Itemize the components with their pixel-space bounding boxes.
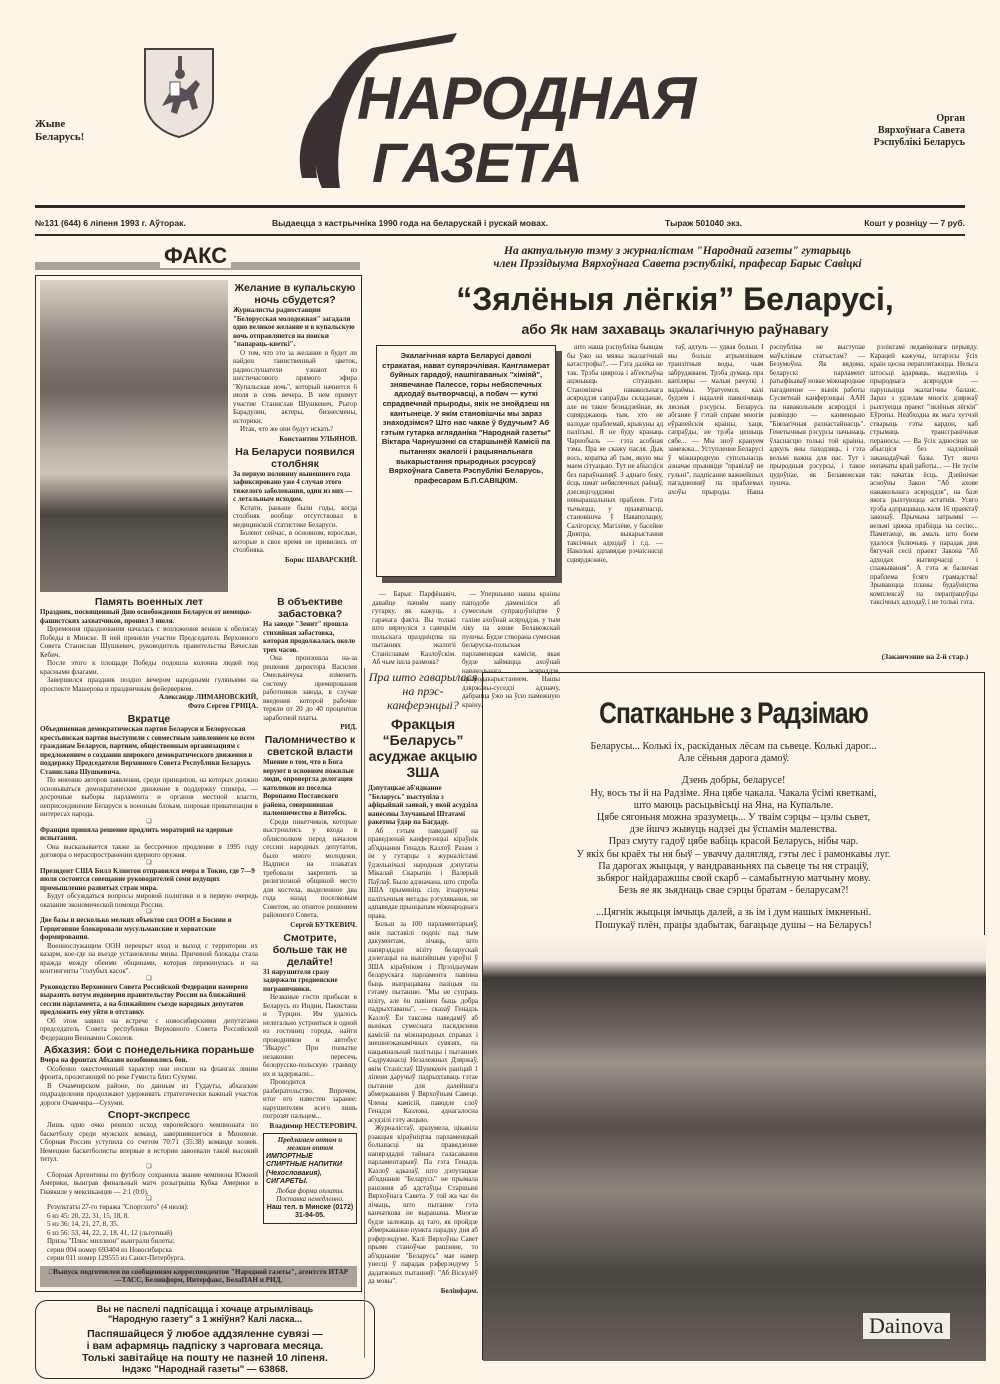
- separator-icon: ❑: [146, 1163, 152, 1170]
- article-title: В объективе забастовка?: [277, 596, 343, 620]
- main-subhead: або Як нам захаваць экалагічную раўнавагу: [521, 321, 829, 337]
- column-divider: [364, 668, 365, 1358]
- press-headline: Фракцыя “Беларусь” асуджае акцыю ЗША: [368, 716, 478, 780]
- homeland-box: [482, 672, 985, 1360]
- fax-section: [35, 275, 377, 1379]
- article-title: Смотрите, больше так не делайте!: [272, 931, 348, 968]
- article-title: Память военных лет: [94, 596, 204, 608]
- info-rule: [35, 234, 965, 236]
- article-title: На Беларуси появился столбняк: [235, 445, 355, 470]
- coat-of-arms-pahonia: [142, 46, 216, 138]
- ad-box: Предлагаем оптом и мелким оптом ИМПОРТНЫЕ СПИРТНЫЕ НАПИТКИ (Чехословакия), СИГАРЕТЫ. Любая форма оплаты. Поставка немедленно. Наш тел. в Минске (0172) 31-94-05.: [263, 1133, 357, 1224]
- main-col-5: рэліктамі ледавіковага перыяду. Карацей кажучы, інтарэсы ўсіх краін цесна пераплятаюцца. Нельга штосьці адарваць, выдзеліць з прыроднага асяроддзя — парушыцца экалагічны баланс. Зараз з удзелам многіх дзяржаў рыхтуецца праект "зялёныя лёгкія" Еўропы. Неабходна як мага хутчэй стварыць гэты кардон, каб стрымаць трансгранічныя пераносы. — Ва ўсіх адносінах не абысціся без надзейнай заканадаўчай базы. Тут яшчэ непачаты край работы... — Не зусім так: пачатак ёсць. Дзейнічае асноўны Закон "Аб ахове навакольнага асяроддзя", на базе якога рыхтуюцца астатнія. Усяго трэба адпрацаваць каля 16 праектаў законаў. Прычына затрымкі — вельмі цяжка прабіцца на сесію... Памятаеце, як амаль што боем удалося ўключыць у парадак дня бягучай сесіі праект Закона "Аб адходах вытворчасці і спажывання". А гэта ж балючая праблема ўсяго грамадства! Зрываюцца планы будаўніцтва комплексаў па перапрацоўцы таксічных адходаў, і не толькі гэта.: [870, 343, 978, 606]
- homeland-title: Спатканьне з Радзімаю: [599, 697, 868, 730]
- newspaper-title-logo: НАРОДНАЯ ГАЗЕТА: [262, 28, 702, 193]
- landscape-photo: [483, 935, 986, 1361]
- main-headline: “Зялёныя лёгкія” Беларусі,: [456, 281, 894, 317]
- continued-note: (Заканчэнне на 2-й стар.): [881, 652, 969, 661]
- press-kicker: Пра што гаварылася на прэс-канферэнцыі?: [368, 670, 478, 712]
- article-title: Желание в купальскую ночь сбудется?: [234, 282, 356, 306]
- author: Константин УЛЬЯНОВ.: [279, 434, 357, 443]
- masthead-rule: [35, 205, 965, 208]
- main-col-2: — Упершыню нашы краіны паподобе даменіліся аб сумесным супрацоўніцтве ў галіне ахоўнай асяроддзя, у тым ліку па ахове Белавежскай пушчы. Будзе створана сумесная беларуска-польская парламенцкая камісія, якая будзе займацца ахоўнай навакольнага асяроддзя, прыродакарыстаннем. Нашы дзяржавы-суседзі адзначу, дабрацца ўжо на ўсю памежную краіну.: [462, 590, 560, 709]
- article-title: Спорт-экспресс: [107, 1109, 191, 1121]
- article-lead: Журналисты радиостанции "Белорусская молодежная" загадали одно великое желание и в купальскую ночь отправляются на поиски "папараць-кветкі".: [233, 306, 355, 348]
- circulation: Тыраж 501040 экз.: [665, 218, 742, 228]
- homeland-poem: Беларусы... Колькі іх, раскіданых лёсам па сьвеце. Колькі дарог... Але сёньня дарога дамоў. Дзень добры, беларусе! Ну, вось ты й на Радзіме. Яна цябе чакала. Чакала ўсімі кветкамі, што маюць расьцьвісьці на Яна, на Купальле. Цябе сягоньня можна зразумець... У тваім сэрцы – цэлы сьвет, дзе йшчэ жывуць надзеі ды ўспамін маленства. Праз смуту гадоў цябе вабіць красой Беларусь, нібы чар. У якіх бы краёх ты ня быў – уваччу далягляд, гэты лес і рамонкавы луг. Па дарогах жыцьця, у вандраваньнях па сьвеце ты ня страціў, зьбярог найдаражшы свой скарб – самабытную матчыну мову. Безь яе як зьяднаць свае сэрцы братам - беларусам?! ...Цягнік жыцьця імчыць далей, а зь ім і дум нашых імкненьні. Пошукаў плён, працы здабытак, багацьце душы – на Беларусь!: [576, 741, 891, 931]
- main-col-1: — Барыс Парфёнавіч, давайце пачнём нашу гутарку, як кажуць, з гарачага факта. Вы толькі што вярнуліся з савецкім польскага праздніцтва па пытаннях экалогіі Станіславам Казлоўскім. Аб чым ішла размова?: [372, 590, 456, 666]
- published-info: Выдаецца з кастрычніка 1990 года на беларускай і рускай мовах.: [272, 218, 548, 228]
- fax-footer: □Выпуск подготовлен по сообщениям корреспондентов "Народной газеты", агентств ИТАР—ТАСС, Белинформ, Интерфакс, БелаПАН и РИД.: [40, 1266, 357, 1287]
- issue-info: №131 (644) 6 ліпеня 1993 г. Аўторак.: [35, 218, 186, 228]
- organ-label: Орган Вярхоўнага Савета Рэспублікі Беларусь: [873, 113, 965, 148]
- main-kicker: На актуальную тэму з журналістам "Народнай газеты" гутарыць член Прэзідыума Вярхоўнага Савета рэспублікі, прафесар Барыс Савіцкі: [493, 245, 862, 270]
- article-title: Вкратце: [127, 713, 171, 725]
- separator-icon: ❑: [146, 975, 152, 982]
- main-lead-box: Экалагічная карта Беларусі даволі стракатая, нават супярэчлівая. Кангламерат буйных гарадоў, нашпігаваных "хіміяй", знявечанае Палессе, горы небяспечных адходаў вытворчасці, а побач — куткі спрадвечнай прыроды, якіх не знойдзеш на кантынеце. У якім становішчы мы зараз знаходзімся? Што нас чакае ў будучым? Аб гэтым гутарка агляданіка "Народнай газеты" Віктара Чарнушэнкі са старшынёй Камісіі па пытаннях экалогіі і рацыянальнага выкарыстання прыродных рэсурсаў Вярхоўнага Савета Рэспублікі Беларусь, прафесарам Б.П.САВІЦКІМ.: [376, 345, 556, 577]
- separator-icon: ❑: [146, 909, 152, 915]
- press-article: Пра што гаварылася на прэс-канферэнцыі? Фракцыя “Беларусь” асуджае акцыю ЗША Дэпутацкае аб'яднанне "Беларусь" выступіла з афіцыйнай заявай, у якой асудзіла нанесены Злучанымі Штатамі ракетны ўдар па Багдаду. Аб гэтым паведаміў на праведзенай канферэнцыі кіраўнік аб'яднання Генадзь Казлоў. Разам з ім у гутарцы з журналістамі ўдзельнічалі народныя дэпутаты Мікалай Скарыпін і Валерый Паўлаў. Было адзначана, што спроба ЗША прымяніць сілу, ігнаруючы палітычныя метады рэгулявання, не адпавядае прынцыпам міжнароднага права. Больш за 100 парламентарыяў, якія паставілі подпіс пад тым дакументам, лічаць, што напярэдадні візіту беларускай дэлегацыі на вышэйшым узроўні ў ЗША кіраўніком і Прэзідыумам беларускага парламента павінна быць выпрацавана пазіцыя па гэтаму пытанню. "Мы не супраць візіту, але ён павінен быць добра падрыхтаваны", — сказаў Генадзь Казлоў. Ён таксама паведаміў аб выніках сумеснага пасяджэння камісій па міжнародных справах і знешнеэканамічных сувязях, па нацыянальнай палітыцы і пытаннях Садружнасці Незалежных Дзяржаў, якім Станіслаў Шушкевіч раніцай 1 ліпеня даручыў падрыхтаваць гэтае пытанне для далейшага абмеркавання ў Вярхоўным Савеце. Члены камісій, паводле слоў Генадзя Казлова, аднагалосна асудзілі гэту акцыю. Журналістаў, зразумела, цікавіла рэакцыя кіраўніцтва парламенцкай большасці на правядзенне напярэдадні тайнага галасавання парламентарыяў. Па гэта Генадзь Казлоў адказаў, што дэпутацкае аб'яднанне "Беларусь" не прымала рашэння аб адстаўцы Старшыні Вярхоўнага Савета. У той жа час ён лічыць, што пытанне гэта канчаткова не вырашана. Многае будзе залежаць ад таго, як пройдзе абмеркаванне пункта парадку дня аб рэферэндуме. Калі Вярхоўны Савет прыме станоўчае рашэнне, то аб'яднанне "Беларусь" мае намер унесці ў парадак рэферэндуму 5 дадатковых пытанняў: "Аб Віскулёў да мовы". Белінфарм.: [368, 670, 478, 1295]
- dainova-logo: Dainova: [863, 1313, 950, 1339]
- article-title: Абхазия: бои с понедельника пораньше: [43, 1044, 255, 1056]
- lotto-results: Результаты 27-го тиража "Спортлото" (4 июля): 6 из 45: 20, 22, 31, 15, 18, 8. 5 из 36: 14, 21, 27, 8, 35. 6 из 56: 53, 44, 22, 2, 18, 41, 12 (льготный) Призы "Плюс миллион" выиграли билеты: серии 004 номер 693404 из Новосибирска серии 011 номер 129555 из Санкт-Петербурга.: [47, 1203, 189, 1262]
- fax-left-column: Память военных лет Праздник, посвященный Дню освобождения Беларуси от немецко-фашистских захватчиков, прошел 3 июля. Церемония празднования началась с возложения венков к обелиску Победы в Минске. В ней приняли участие Председатель Верховного Совета Станислав Шушкевич, руководитель правительства Вячеслав Кебич. После этого к площади Победы подошла колонна людей под красными флагами. Завершился праздник поздно вечером народными гуляньями на проспекте Машерова и праздничным фейерверком. Александр ЛИМАНОВСКИЙ, Фото Сергея ГРИЦА. Вкратце Объединенная демократическая партия Беларуси и Белорусская крестьянская партия выступили с совместным заявлением ко всем гражданам Беларуси, партиям, общественным организациям с предложением о создании широкого демократического движения в поддержку Председателя Верховного Совета Республики Беларусь Станислава Шушкевича. По мнению авторов заявления, среди принципов, на которых должно основываться демократическое движение в поддержку спикера, — досрочные выборы парламента и органов местной власти, неприсоединение Беларуси к военным блокам, широкая приватизация в интересах народа. ❑ Франция приняла решение продлить мораторий на ядерные испытания. Она высказывается также за бессрочное продление в 1995 году договора о нераспространении ядерного оружия. ❑ Президент США Билл Клинтон отправился вчера в Токио, где 7—9 июля состоится совещание руководителей семи ведущих промышленно развитых стран мира. Будут обсуждаться вопросы мировой политики и в первую очередь оказание экономической помощи России. ❑ Две базы и несколько мелких объектов сил ООН в Боснии и Герцеговине блокировали мусульманские и хорватские формирования. Военнослужащим ООН перекрыт вход и выход с территории их казарм, кое-где на въезде установлены мины. Причиной блокады стала вражда между обеими общинами, которая перекинулась и на контингенты "голубых касок". ❑ Руководство Верховного Совета Российской Федерации намерено выразить вотум недоверия правительству России на ближайшей сессии парламента, а на ближайшем съезде народных депутатов предложить ему уйти в отставку. Об этом заявил на встрече с новосибирскими депутатами председатель Совета республики Верховного Совета Российской Федерации Вениамин Соколов. Абхазия: бои с понедельника пораньше Вчера на фронтах Абхазии возобновились бои. Особенно ожесточенный характер они носили на флангах линии фронта, пролегающей по реке Гумиста близ Сухуми. В Очамчирском районе, по данным из Гудауты, абхазские подразделения продолжают удерживать стратегически важный участок дороги Очамчира—Сухуми. Спорт-экспресс Лишь одно очко решило исход европейского чемпионата по баскетболу среди мужских команд, завершившегося в Мюнхене. Сборная России уступила со счетом 70:71 (35:38) команде хозяев. Немецкие баскетболисты впервые в истории завоевали такой высокий титул. ❑ Сборная Аргентины по футболу сохранила звание чемпиона Южной Америки, выиграв финальный матч розыгрыша Кубка Америки в Гваякиле у мексиканцев — 2:1 (0:0). ❑ Результаты 27-го тиража "Спортлото" (4 июля): 6 из 45: 20, 22, 31, 15, 18, 8. 5 из 36: 14, 21, 27, 8, 35. 6 из 56: 53, 44, 22, 2, 18, 41, 12 (льготный) Призы "Плюс миллион" выиграли билеты: серии 004 номер 693404 из Новосибирска серии 011 номер 129555 из Санкт-Петербурга.: [40, 596, 258, 1262]
- motto: Жыве Беларусь!: [35, 118, 85, 143]
- subscription-box: Вы не паспелі падпісацца і хочаце атрымліваць "Народную газету" з 1 жніўня? Калі ласка... Паспяшайцеся ў любое аддзяленне сувязі — і вам афармяць падпіску з чарговага месяца. Толькі завітайце на пошту не пазней 10 ліпеня. Індэкс "Народнай газеты" — 63868.: [35, 1300, 375, 1380]
- separator-icon: ❑: [146, 1196, 152, 1202]
- separator-icon: ❑: [146, 859, 152, 866]
- fax-box: [35, 275, 362, 1292]
- photo-victory-day: [40, 280, 228, 592]
- fax-right-top-column: Желание в купальскую ночь сбудется? Журналисты радиостанции "Белорусская молодежная" загадали одно великое желание и в купальскую ночь отправляются на поиски "папараць-кветкі". О том, что это за желание и будет ли найден таинственный цветок, радиослушатели узнают из шестичасового прямого эфира "Купальская ночь", который начнется 6 июля в семь вечера. В нем примут участие Станислав Шушкевич, Рыгор Барадулин, актеры, бизнесмены, историки. Итак, что же они будут искать? Константин УЛЬЯНОВ. На Беларуси появился столбняк За первую половину нынешнего года зафиксировано уже 4 случая этого тяжелого заболевания, один из них — с летальным исходом. Кстати, раньше были годы, когда столбняк вообще отсутствовал в медицинской статистике Беларуси. Болеют сейчас, в основном, взрослые, которые в свое время не привились от столбняка. Борис ШАВАРСКИЙ.: [233, 282, 357, 564]
- article-title: Паломничество к светской власти: [264, 734, 356, 758]
- main-col-3: што наша рэспубліка бывцам бы ўжо на мяжы экалагічнай катастрофы?.. — Гэта далёка не так. Трэба цвяроза і аб'ектыўна ацэньваць сітуацыю. Становішча навакольнага асяроддзя сапраўды складанае, але не такое безнадзейнае, як сцвярджаюць тыя, хто не валодае праблемай, крыкуны ад палітыкі. Я не буду кранаць Чарнобыль — гэта асобная тэма. Пра яе скажу пасля. Дык вось, коратка аб тым, якую мы маем сітуацыю. Тут не абысціся без параўнанняў. З аднаго боку, ёсць шмат небяспечных раёнаў, дзесяцігоддзямі невырашальных праблем. Гэта тычыцца, у прыватнасці, становішча ў Наваполацку, Салігорску, Магілёве, у басейне Дняпра, выкарыстання таксічных адходаў і г.д. — Наколькі адпавядае рэчаіснасці сцвярджэнне,: [567, 343, 663, 564]
- fax-header: ФАКС: [160, 244, 231, 268]
- fax-right-bottom-column: В объективе забастовка? На заводе "Зенит" прошла стихийная забастовка, которая продолжалась около трех часов. Она произошла на-за решения директора Василия Омельянчука изменить систему премирования работников завода, в случае введения которой рабочие теряли от 20 до 40 процентов заработной платы. РИД. Паломничество к светской власти Мнение о том, что в Бога веруют в основном пожилые люди, опровергла делегация католиков из поселка Воропаево Поставского района, совершившая паломничество в Витебск. Среди пикетчиков, которые выстроились у входа в облисполком перед началом сессии народных депутатов, было много молодежи. Надписи на плакатах требовали закрепить за религиозной общиной место для костела, выделенное два года назад поселковым Советом, но отнятое решением районного Совета. Сергей БУТКЕВИЧ. Смотрите, больше так не делайте! 31 нарушителя сразу задержали гродненские пограничники. Незваные гости прибыли в Беларусь из Индии, Пакистана и Турции. Им удалось нелегально устроиться в одной из гостиниц города, найти проводников и автобус "Икарус". При попытке незаконно пересечь белорусско-польскую границу их и задержали... Проводится разбирательство. Впрочем, итог его известен заранее: нарушителям всего лишь погрозят пальцем... Владимир НЕСТЕРОВИЧ. Предлагаем оптом и мелким оптом ИМПОРТНЫЕ СПИРТНЫЕ НАПИТКИ (Чехословакия), СИГАРЕТЫ. Любая форма оплаты. Поставка немедленно. Наш тел. в Минске (0172) 31-94-05.: [263, 594, 357, 1263]
- price: Кошт у розніцу — 7 руб.: [864, 218, 965, 228]
- author: Белінфарм.: [440, 1286, 478, 1295]
- separator-icon: ❑: [146, 818, 152, 825]
- main-col-4: таў, адтуль — удвая больш. І мы больш атрымліваем транзітныя воды, чым забруджваем. Трэба думаць пра капіляры — малыя рачулкі і вадаёмы. Уратуемся, калі будзем і надалей павялічваць лясныя рэсурсы. Беларусь абганяе ў гэтай справе многія еўрапейскія краіны, хаця, сапраўды, не трэба цешыць сябе... — Мы зноў крануем замежжа... Уступленне Беларусі ў міжнародную супольнасць азначае прыняцце "правілаў не гульні", падпісанне важнейшых пагадненняў па праблемах ахоўы прыроды. Наша рэспубліка не выступае маўклівым статыстам? — Безумоўна. Як вядома, беларускі парламент ратыфікаваў новае міжнароднае пагадненне — вынік работы Сусветнай канферэнцыі ААН па навакольным асяроддзі і развіццю — канвенцыю "Біялагічная разнастайнасць". Генетычныя рэсурсы пачынаць ўласнасцю толькі той краіны, адкуль яны паходзяць, і гэта вельмі важна для нас. Тут і прыродныя рэсурсы, і такое цудоўнае, як Белавежская пушча.: [668, 343, 865, 496]
